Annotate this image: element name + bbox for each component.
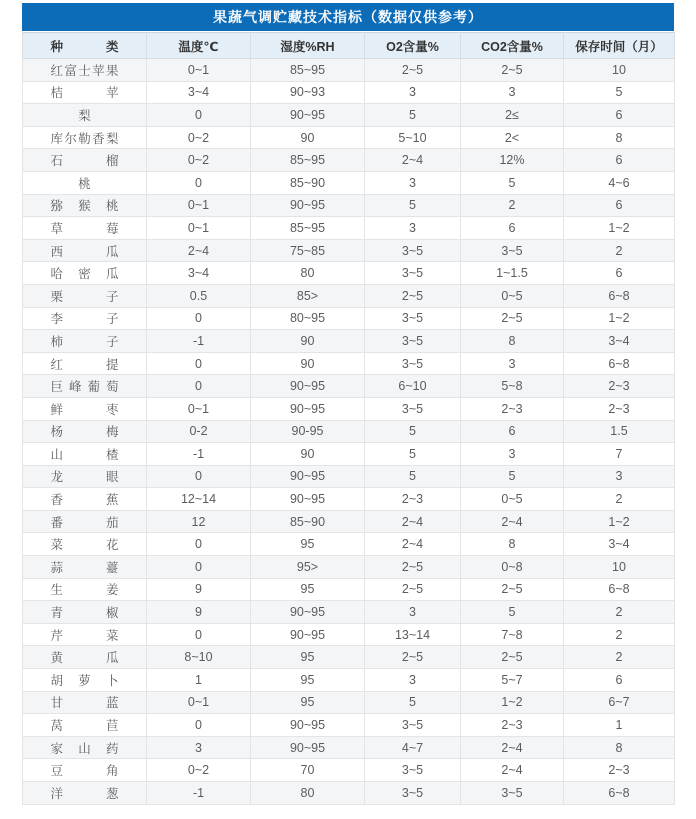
cell-humidity: 80 bbox=[251, 782, 365, 805]
cell-humidity: 90 bbox=[251, 352, 365, 375]
cell-temperature: 0 bbox=[147, 352, 251, 375]
cell-temperature: 0~2 bbox=[147, 126, 251, 149]
cell-temperature: 3~4 bbox=[147, 262, 251, 285]
table-row bbox=[23, 126, 675, 149]
cell-temperature: 0 bbox=[147, 375, 251, 398]
cell-storage-time: 3~4 bbox=[564, 533, 675, 556]
cell-storage-time: 8 bbox=[564, 126, 675, 149]
species-name: 鲜枣 bbox=[50, 402, 119, 417]
cell-o2: 5 bbox=[365, 104, 461, 127]
cell-species bbox=[23, 217, 147, 240]
cell-temperature: 3~4 bbox=[147, 81, 251, 104]
cell-humidity: 85~95 bbox=[251, 217, 365, 240]
cell-o2: 2~4 bbox=[365, 533, 461, 556]
storage-indicators-table bbox=[22, 3, 674, 805]
cell-co2: 2~5 bbox=[461, 59, 564, 82]
cell-storage-time: 2 bbox=[564, 646, 675, 669]
cell-humidity: 80 bbox=[251, 262, 365, 285]
table-row bbox=[23, 669, 675, 692]
cell-species bbox=[23, 126, 147, 149]
table-row bbox=[23, 510, 675, 533]
species-name: 猕猴桃 bbox=[50, 199, 119, 214]
species-name: 红提 bbox=[50, 357, 119, 372]
cell-temperature: -1 bbox=[147, 330, 251, 353]
cell-storage-time: 6 bbox=[564, 669, 675, 692]
cell-storage-time: 6~8 bbox=[564, 782, 675, 805]
cell-o2: 4~7 bbox=[365, 736, 461, 759]
cell-o2: 3~5 bbox=[365, 239, 461, 262]
cell-humidity: 90~95 bbox=[251, 488, 365, 511]
cell-storage-time: 1~2 bbox=[564, 510, 675, 533]
species-name: 黄瓜 bbox=[50, 651, 119, 666]
cell-o2: 2~5 bbox=[365, 646, 461, 669]
cell-storage-time: 6 bbox=[564, 149, 675, 172]
cell-species bbox=[23, 759, 147, 782]
cell-o2: 3~5 bbox=[365, 352, 461, 375]
cell-o2: 2~5 bbox=[365, 59, 461, 82]
cell-species bbox=[23, 714, 147, 737]
cell-co2: 3 bbox=[461, 443, 564, 466]
table-row bbox=[23, 691, 675, 714]
cell-temperature: 0 bbox=[147, 104, 251, 127]
cell-co2: 2~4 bbox=[461, 759, 564, 782]
cell-humidity: 90~95 bbox=[251, 465, 365, 488]
table-row bbox=[23, 239, 675, 262]
cell-storage-time: 1.5 bbox=[564, 420, 675, 443]
table-row bbox=[23, 443, 675, 466]
cell-humidity: 90 bbox=[251, 330, 365, 353]
cell-species bbox=[23, 601, 147, 624]
species-name: 甘蓝 bbox=[50, 696, 119, 711]
table-row bbox=[23, 149, 675, 172]
cell-co2: 8 bbox=[461, 533, 564, 556]
cell-humidity: 85> bbox=[251, 284, 365, 307]
cell-temperature: 3 bbox=[147, 736, 251, 759]
cell-temperature: 0~1 bbox=[147, 59, 251, 82]
cell-co2: 2~5 bbox=[461, 646, 564, 669]
cell-species bbox=[23, 397, 147, 420]
cell-species bbox=[23, 782, 147, 805]
cell-co2: 6 bbox=[461, 420, 564, 443]
cell-o2: 3~5 bbox=[365, 782, 461, 805]
table-row bbox=[23, 284, 675, 307]
cell-species bbox=[23, 239, 147, 262]
cell-o2: 2~4 bbox=[365, 510, 461, 533]
table-row bbox=[23, 623, 675, 646]
cell-o2: 5 bbox=[365, 465, 461, 488]
header-storage-time: 保存时间（月） bbox=[564, 33, 675, 59]
species-name: 库尔勒香梨 bbox=[50, 131, 119, 146]
species-name: 胡萝卜 bbox=[50, 673, 119, 688]
cell-humidity: 95 bbox=[251, 646, 365, 669]
cell-temperature: 0 bbox=[147, 171, 251, 194]
cell-co2: 2 bbox=[461, 194, 564, 217]
species-name: 草莓 bbox=[50, 221, 119, 236]
species-name: 西瓜 bbox=[50, 244, 119, 259]
cell-humidity: 85~95 bbox=[251, 149, 365, 172]
species-name: 蒜薹 bbox=[50, 560, 119, 575]
cell-storage-time: 7 bbox=[564, 443, 675, 466]
table-row bbox=[23, 171, 675, 194]
cell-storage-time: 8 bbox=[564, 736, 675, 759]
table-row bbox=[23, 714, 675, 737]
cell-species bbox=[23, 194, 147, 217]
table-row bbox=[23, 759, 675, 782]
cell-temperature: 0 bbox=[147, 533, 251, 556]
species-name: 豆角 bbox=[50, 764, 119, 779]
table-row bbox=[23, 307, 675, 330]
species-name: 生姜 bbox=[50, 583, 119, 598]
cell-humidity: 90~95 bbox=[251, 714, 365, 737]
cell-o2: 3~5 bbox=[365, 307, 461, 330]
cell-co2: 3~5 bbox=[461, 782, 564, 805]
header-co2-content: CO2含量% bbox=[461, 33, 564, 59]
cell-temperature: 0 bbox=[147, 465, 251, 488]
cell-temperature: 0~1 bbox=[147, 217, 251, 240]
cell-o2: 2~5 bbox=[365, 556, 461, 579]
cell-o2: 3 bbox=[365, 81, 461, 104]
cell-storage-time: 6~8 bbox=[564, 578, 675, 601]
cell-co2: 2~4 bbox=[461, 736, 564, 759]
table-row bbox=[23, 352, 675, 375]
cell-o2: 5 bbox=[365, 420, 461, 443]
cell-species bbox=[23, 352, 147, 375]
species-name: 红富士苹果 bbox=[50, 63, 119, 78]
cell-o2: 3 bbox=[365, 171, 461, 194]
cell-temperature: 9 bbox=[147, 578, 251, 601]
cell-co2: 1~1.5 bbox=[461, 262, 564, 285]
cell-species bbox=[23, 669, 147, 692]
cell-co2: 1~2 bbox=[461, 691, 564, 714]
header-species bbox=[23, 33, 147, 59]
cell-storage-time: 1 bbox=[564, 714, 675, 737]
cell-o2: 3~5 bbox=[365, 714, 461, 737]
cell-storage-time: 6 bbox=[564, 104, 675, 127]
cell-temperature: 8~10 bbox=[147, 646, 251, 669]
table-row bbox=[23, 194, 675, 217]
cell-storage-time: 2~3 bbox=[564, 759, 675, 782]
cell-humidity: 70 bbox=[251, 759, 365, 782]
table-row bbox=[23, 736, 675, 759]
cell-co2: 5 bbox=[461, 601, 564, 624]
table-row bbox=[23, 465, 675, 488]
cell-co2: 3 bbox=[461, 81, 564, 104]
cell-humidity: 75~85 bbox=[251, 239, 365, 262]
cell-temperature: 1 bbox=[147, 669, 251, 692]
cell-temperature: 0~2 bbox=[147, 149, 251, 172]
cell-species bbox=[23, 330, 147, 353]
cell-temperature: -1 bbox=[147, 443, 251, 466]
cell-co2: 2≤ bbox=[461, 104, 564, 127]
cell-humidity: 90~95 bbox=[251, 601, 365, 624]
cell-co2: 0~5 bbox=[461, 488, 564, 511]
table-row bbox=[23, 104, 675, 127]
cell-storage-time: 2 bbox=[564, 623, 675, 646]
header-o2-content: O2含量% bbox=[365, 33, 461, 59]
data-table bbox=[22, 32, 675, 805]
cell-o2: 3~5 bbox=[365, 397, 461, 420]
cell-species bbox=[23, 149, 147, 172]
cell-humidity: 95> bbox=[251, 556, 365, 579]
species-name: 青椒 bbox=[50, 606, 119, 621]
table-row bbox=[23, 330, 675, 353]
cell-temperature: 0~1 bbox=[147, 397, 251, 420]
cell-o2: 5 bbox=[365, 443, 461, 466]
cell-temperature: 0-2 bbox=[147, 420, 251, 443]
cell-humidity: 90~95 bbox=[251, 104, 365, 127]
cell-humidity: 95 bbox=[251, 669, 365, 692]
cell-humidity: 95 bbox=[251, 578, 365, 601]
cell-temperature: 0~2 bbox=[147, 759, 251, 782]
cell-o2: 5 bbox=[365, 194, 461, 217]
cell-species bbox=[23, 510, 147, 533]
species-name: 柿子 bbox=[50, 334, 119, 349]
cell-storage-time: 6~8 bbox=[564, 284, 675, 307]
header-humidity: 湿度%RH bbox=[251, 33, 365, 59]
species-name: 菜花 bbox=[50, 538, 119, 553]
cell-humidity: 90~95 bbox=[251, 623, 365, 646]
cell-humidity: 90 bbox=[251, 126, 365, 149]
species-name: 杨梅 bbox=[50, 425, 119, 440]
cell-co2: 2~5 bbox=[461, 307, 564, 330]
cell-species bbox=[23, 443, 147, 466]
cell-o2: 6~10 bbox=[365, 375, 461, 398]
cell-o2: 3 bbox=[365, 601, 461, 624]
table-row bbox=[23, 217, 675, 240]
cell-species bbox=[23, 736, 147, 759]
cell-o2: 3~5 bbox=[365, 759, 461, 782]
cell-humidity: 90 bbox=[251, 443, 365, 466]
cell-species bbox=[23, 465, 147, 488]
cell-co2: 6 bbox=[461, 217, 564, 240]
cell-species bbox=[23, 420, 147, 443]
cell-species bbox=[23, 623, 147, 646]
species-name: 梨 bbox=[78, 108, 91, 123]
cell-species bbox=[23, 556, 147, 579]
species-name: 莴苣 bbox=[50, 719, 119, 734]
cell-o2: 2~4 bbox=[365, 149, 461, 172]
cell-storage-time: 2~3 bbox=[564, 397, 675, 420]
cell-co2: 2~4 bbox=[461, 510, 564, 533]
cell-o2: 5 bbox=[365, 691, 461, 714]
cell-humidity: 85~95 bbox=[251, 59, 365, 82]
cell-humidity: 85~90 bbox=[251, 171, 365, 194]
cell-humidity: 85~90 bbox=[251, 510, 365, 533]
header-row bbox=[23, 33, 675, 59]
cell-species bbox=[23, 691, 147, 714]
cell-o2: 3 bbox=[365, 217, 461, 240]
table-row bbox=[23, 556, 675, 579]
cell-storage-time: 10 bbox=[564, 59, 675, 82]
cell-temperature: 2~4 bbox=[147, 239, 251, 262]
cell-o2: 3~5 bbox=[365, 262, 461, 285]
cell-storage-time: 3 bbox=[564, 465, 675, 488]
cell-storage-time: 2 bbox=[564, 488, 675, 511]
cell-co2: 5~8 bbox=[461, 375, 564, 398]
cell-species bbox=[23, 375, 147, 398]
cell-temperature: 0 bbox=[147, 307, 251, 330]
cell-co2: 2~3 bbox=[461, 397, 564, 420]
cell-storage-time: 4~6 bbox=[564, 171, 675, 194]
table-row bbox=[23, 375, 675, 398]
cell-species bbox=[23, 104, 147, 127]
cell-temperature: 0 bbox=[147, 623, 251, 646]
cell-temperature: 0 bbox=[147, 714, 251, 737]
table-row bbox=[23, 578, 675, 601]
cell-temperature: -1 bbox=[147, 782, 251, 805]
table-header bbox=[23, 33, 675, 59]
cell-o2: 13~14 bbox=[365, 623, 461, 646]
cell-co2: 5~7 bbox=[461, 669, 564, 692]
cell-co2: 0~8 bbox=[461, 556, 564, 579]
species-name: 桔苹 bbox=[50, 86, 119, 101]
table-row bbox=[23, 782, 675, 805]
table-row bbox=[23, 646, 675, 669]
species-name: 山楂 bbox=[50, 447, 119, 462]
species-name: 家山药 bbox=[50, 741, 119, 756]
cell-co2: 2~3 bbox=[461, 714, 564, 737]
species-name: 巨峰葡萄 bbox=[50, 380, 119, 395]
species-name: 香蕉 bbox=[50, 493, 119, 508]
cell-temperature: 0 bbox=[147, 556, 251, 579]
cell-species bbox=[23, 533, 147, 556]
cell-o2: 2~5 bbox=[365, 578, 461, 601]
cell-species bbox=[23, 59, 147, 82]
cell-o2: 5~10 bbox=[365, 126, 461, 149]
cell-storage-time: 6~8 bbox=[564, 352, 675, 375]
cell-storage-time: 2 bbox=[564, 601, 675, 624]
cell-o2: 3 bbox=[365, 669, 461, 692]
cell-species bbox=[23, 488, 147, 511]
cell-temperature: 9 bbox=[147, 601, 251, 624]
cell-co2: 3 bbox=[461, 352, 564, 375]
species-name: 芹菜 bbox=[50, 628, 119, 643]
cell-storage-time: 6 bbox=[564, 194, 675, 217]
table-title: 果蔬气调贮藏技术指标（数据仅供参考） bbox=[22, 3, 674, 32]
cell-storage-time: 1~2 bbox=[564, 217, 675, 240]
cell-species bbox=[23, 284, 147, 307]
table-row bbox=[23, 488, 675, 511]
cell-co2: 0~5 bbox=[461, 284, 564, 307]
cell-humidity: 90~93 bbox=[251, 81, 365, 104]
cell-co2: 8 bbox=[461, 330, 564, 353]
cell-humidity: 95 bbox=[251, 533, 365, 556]
table-row bbox=[23, 397, 675, 420]
cell-co2: 2~5 bbox=[461, 578, 564, 601]
cell-o2: 2~5 bbox=[365, 284, 461, 307]
table-row bbox=[23, 533, 675, 556]
cell-humidity: 90~95 bbox=[251, 194, 365, 217]
table-row bbox=[23, 420, 675, 443]
header-temperature: 温度℃ bbox=[147, 33, 251, 59]
cell-storage-time: 6 bbox=[564, 262, 675, 285]
cell-species bbox=[23, 307, 147, 330]
cell-co2: 12% bbox=[461, 149, 564, 172]
cell-co2: 5 bbox=[461, 465, 564, 488]
cell-humidity: 95 bbox=[251, 691, 365, 714]
cell-temperature: 0~1 bbox=[147, 691, 251, 714]
species-name: 洋葱 bbox=[50, 786, 119, 801]
species-name: 桃 bbox=[78, 176, 91, 191]
table-body bbox=[23, 59, 675, 805]
cell-temperature: 12~14 bbox=[147, 488, 251, 511]
header-species-label: 种类 bbox=[50, 39, 119, 54]
cell-co2: 2< bbox=[461, 126, 564, 149]
cell-storage-time: 10 bbox=[564, 556, 675, 579]
species-name: 龙眼 bbox=[50, 470, 119, 485]
cell-humidity: 90~95 bbox=[251, 397, 365, 420]
species-name: 石榴 bbox=[50, 154, 119, 169]
cell-humidity: 80~95 bbox=[251, 307, 365, 330]
cell-storage-time: 2 bbox=[564, 239, 675, 262]
cell-species bbox=[23, 578, 147, 601]
cell-storage-time: 5 bbox=[564, 81, 675, 104]
species-name: 哈密瓜 bbox=[50, 267, 119, 282]
cell-species bbox=[23, 171, 147, 194]
cell-species bbox=[23, 646, 147, 669]
cell-storage-time: 2~3 bbox=[564, 375, 675, 398]
table-row bbox=[23, 262, 675, 285]
cell-humidity: 90~95 bbox=[251, 375, 365, 398]
cell-storage-time: 6~7 bbox=[564, 691, 675, 714]
cell-species bbox=[23, 81, 147, 104]
species-name: 番茄 bbox=[50, 515, 119, 530]
cell-storage-time: 1~2 bbox=[564, 307, 675, 330]
cell-co2: 3~5 bbox=[461, 239, 564, 262]
species-name: 栗子 bbox=[50, 289, 119, 304]
species-name: 李子 bbox=[50, 312, 119, 327]
table-row bbox=[23, 81, 675, 104]
cell-co2: 7~8 bbox=[461, 623, 564, 646]
cell-humidity: 90~95 bbox=[251, 736, 365, 759]
cell-o2: 3~5 bbox=[365, 330, 461, 353]
cell-storage-time: 3~4 bbox=[564, 330, 675, 353]
cell-temperature: 12 bbox=[147, 510, 251, 533]
table-row bbox=[23, 601, 675, 624]
cell-temperature: 0.5 bbox=[147, 284, 251, 307]
cell-co2: 5 bbox=[461, 171, 564, 194]
cell-o2: 2~3 bbox=[365, 488, 461, 511]
cell-humidity: 90-95 bbox=[251, 420, 365, 443]
table-row bbox=[23, 59, 675, 82]
cell-species bbox=[23, 262, 147, 285]
cell-temperature: 0~1 bbox=[147, 194, 251, 217]
